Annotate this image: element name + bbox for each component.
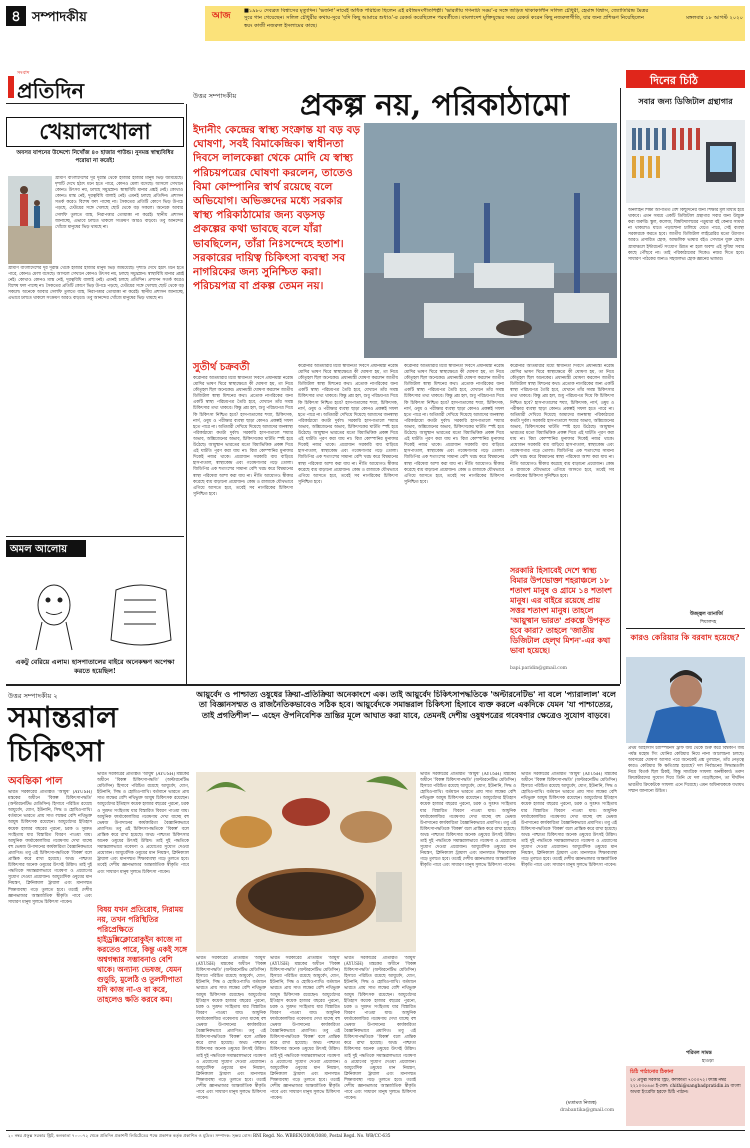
samantaral-body-col2: ভারত সরকারের প্রতিষ্ঠিত 'আয়ুষ' (AYUSH) মন্ত্রকের অধীনে 'বিকল্প চিকিৎসাপদ্ধতি' (অল্টারনেটিভ মেডিসিন) হিসাবে পরিচিত রয়েছে আয়ুর্বেদ, যোগ, ইউনানি, সিদ্ধ ও হোমিওপ্যাথি। বর্তমানে ভারতে প্রায় সাত লক্ষের বেশি নথিভুক্ত আয়ুষ চিকিৎসক রয়েছেন। আয়ুর্বেদের ইতিহাস কয়েক হাজার বছরের পুরনো, চরক ও সুশ্রুত সংহিতায় যার বিস্তারিত বিবরণ পাওয়া যায়। আধুনিক ফার্মাকোলজির গবেষণায় দেখা যাচ্ছে বহু ভেষজ উপাদানের কার্যকারিতা বৈজ্ঞানিকভাবে প্রমাণিত। তবু এই চিকিৎসাপদ্ধতিকে 'বিকল্প' বলে প্রান্তিক করে রাখা হয়েছে। অথচ পাশ্চাত্য চিকিৎসার অনেক ওষুধের উৎসই উদ্ভিদ। তাই দুই পদ্ধতিকে সমান্তরালভাবে গবেষণা ও প্রয়োগের সুযোগ দেওয়া প্রয়োজন। আয়ুর্বেদিক ওষুধের মান নিয়ন্ত্রণ, ক্লিনিক্যাল ট্রায়াল এবং মানসম্মত শিক্ষাব্যবস্থা গড়ে তুলতে হবে। তবেই দেশীয় জ্ঞানভান্ডার আন্তর্জাতিক স্বীকৃতি পাবে এবং সাধারণ মানুষ সুলভে চিকিৎসা পাবেন।: [97, 772, 189, 875]
samantaral-body-col1: ভারত সরকারের প্রতিষ্ঠিত 'আয়ুষ' (AYUSH) মন্ত্রকের অধীনে 'বিকল্প চিকিৎসাপদ্ধতি' (অল্টারনেটিভ মেডিসিন) হিসাবে পরিচিত রয়েছে আয়ুর্বেদ, যোগ, ইউনানি, সিদ্ধ ও হোমিওপ্যাথি। বর্তমানে ভারতে প্রায় সাত লক্ষের বেশি নথিভুক্ত আয়ুষ চিকিৎসক রয়েছেন। আয়ুর্বেদের ইতিহাস কয়েক হাজার বছরের পুরনো, চরক ও সুশ্রুত সংহিতায় যার বিস্তারিত বিবরণ পাওয়া যায়। আধুনিক ফার্মাকোলজির গবেষণায় দেখা যাচ্ছে বহু ভেষজ উপাদানের কার্যকারিতা বৈজ্ঞানিকভাবে প্রমাণিত। তবু এই চিকিৎসাপদ্ধতিকে 'বিকল্প' বলে প্রান্তিক করে রাখা হয়েছে। অথচ পাশ্চাত্য চিকিৎসার অনেক ওষুধের উৎসই উদ্ভিদ। তাই দুই পদ্ধতিকে সমান্তরালভাবে গবেষণা ও প্রয়োগের সুযোগ দেওয়া প্রয়োজন। আয়ুর্বেদিক ওষুধের মান নিয়ন্ত্রণ, ক্লিনিক্যাল ট্রায়াল এবং মানসম্মত শিক্ষাব্যবস্থা গড়ে তুলতে হবে। তবেই দেশীয় জ্ঞানভান্ডার আন্তর্জাতিক স্বীকৃতি পাবে এবং সাধারণ মানুষ সুলভে চিকিৎসা পাবেন।: [8, 790, 92, 905]
samantaral-signature: (মতামত নিজস্ব): [566, 1101, 597, 1106]
main-byline: সুতীর্থ চক্রবর্তী: [193, 362, 250, 373]
today-label: আজ: [212, 11, 231, 21]
samantaral-body-col5: ভারত সরকারের প্রতিষ্ঠিত 'আয়ুষ' (AYUSH) মন্ত্রকের অধীনে 'বিকল্প চিকিৎসাপদ্ধতি' (অল্টারনেটিভ মেডিসিন) হিসাবে পরিচিত রয়েছে আয়ুর্বেদ, যোগ, ইউনানি, সিদ্ধ ও হোমিওপ্যাথি। বর্তমানে ভারতে প্রায় সাত লক্ষের বেশি নথিভুক্ত আয়ুষ চিকিৎসক রয়েছেন। আয়ুর্বেদের ইতিহাস কয়েক হাজার বছরের পুরনো, চরক ও সুশ্রুত সংহিতায় যার বিস্তারিত বিবরণ পাওয়া যায়। আধুনিক ফার্মাকোলজির গবেষণায় দেখা যাচ্ছে বহু ভেষজ উপাদানের কার্যকারিতা বৈজ্ঞানিকভাবে প্রমাণিত। তবু এই চিকিৎসাপদ্ধতিকে 'বিকল্প' বলে প্রান্তিক করে রাখা হয়েছে। অথচ পাশ্চাত্য চিকিৎসার অনেক ওষুধের উৎসই উদ্ভিদ। তাই দুই পদ্ধতিকে সমান্তরালভাবে গবেষণা ও প্রয়োগের সুযোগ দেওয়া প্রয়োজন। আয়ুর্বেদিক ওষুধের মান নিয়ন্ত্রণ, ক্লিনিক্যাল ট্রায়াল এবং মানসম্মত শিক্ষাব্যবস্থা গড়ে তুলতে হবে। তবেই দেশীয় জ্ঞানভান্ডার আন্তর্জাতিক স্বীকৃতি পাবে এবং সাধারণ মানুষ সুলভে চিকিৎসা পাবেন।: [344, 956, 416, 1102]
main-email: bapi.paridin@gmail.com: [510, 666, 567, 671]
main-body-col4: করোনার অতিমারীর মধ্যে স্বাধীনতা দিবসে প্রধানমন্ত্রী নরেন্দ্র মোদির ভাষণ ঘিরে স্বাস্থ্যক্ষেত্রে কী ঘোষণা হয়, তা নিয়ে কৌতূহল ছিল অনেকের। প্রধানমন্ত্রী ঘোষণা করলেন জাতীয় ডিজিটাল স্বাস্থ্য মিশনের কথা। প্রত্যেক নাগরিকের জন্য একটি স্বাস্থ্য পরিচয়পত্র তৈরি হবে, যেখানে তাঁর সমস্ত চিকিৎসার তথ্য থাকবে। কিন্তু প্রশ্ন হল, শুধু পরিচয়পত্র দিয়ে কি চিকিৎসা নিশ্চিত হবে? হাসপাতালের শয্যা, চিকিৎসক, নার্স, ওষুধ ও পরীক্ষার ব্যবস্থা ছাড়া কোনও প্রকল্পই সফল হতে পারে না। অতিমারী দেখিয়ে দিয়েছে আমাদের জনস্বাস্থ্য পরিকাঠামো কতটা দুর্বল। সরকারি হাসপাতালে শয্যার অভাব, অক্সিজেনের অভাব, চিকিৎসকের ঘাটতি স্পষ্ট হয়ে উঠেছে। আয়ুষ্মান ভারতের মতো বিমাভিত্তিক প্রকল্প দিয়ে এই ঘাটতি পূরণ করা যায় না। বিমা কোম্পানির মুনাফার দিকেই নজর থাকে। প্রয়োজন সরকারি ব্যয় বাড়িয়ে হাসপাতাল, স্বাস্থ্যকেন্দ্র এবং গবেষণাগার গড়ে তোলা। জিডিপির এক শতাংশের সামান্য বেশি খরচ করে বিশ্বমানের স্বাস্থ্য পরিষেবা আশা করা যায় না। নীতি আয়োগও স্বীকার করেছে ব্যয় বাড়ানো প্রয়োজন। কেন্দ্র ও রাজ্যকে যৌথভাবে এগিয়ে আসতে হবে, তবেই সব নাগরিকের চিকিৎসা সুনিশ্চিত হবে।: [510, 364, 614, 479]
samantaral-body-col6: ভারত সরকারের প্রতিষ্ঠিত 'আয়ুষ' (AYUSH) মন্ত্রকের অধীনে 'বিকল্প চিকিৎসাপদ্ধতি' (অল্টারনেটিভ মেডিসিন) হিসাবে পরিচিত রয়েছে আয়ুর্বেদ, যোগ, ইউনানি, সিদ্ধ ও হোমিওপ্যাথি। বর্তমানে ভারতে প্রায় সাত লক্ষের বেশি নথিভুক্ত আয়ুষ চিকিৎসক রয়েছেন। আয়ুর্বেদের ইতিহাস কয়েক হাজার বছরের পুরনো, চরক ও সুশ্রুত সংহিতায় যার বিস্তারিত বিবরণ পাওয়া যায়। আধুনিক ফার্মাকোলজির গবেষণায় দেখা যাচ্ছে বহু ভেষজ উপাদানের কার্যকারিতা বৈজ্ঞানিকভাবে প্রমাণিত। তবু এই চিকিৎসাপদ্ধতিকে 'বিকল্প' বলে প্রান্তিক করে রাখা হয়েছে। অথচ পাশ্চাত্য চিকিৎসার অনেক ওষুধের উৎসই উদ্ভিদ। তাই দুই পদ্ধতিকে সমান্তরালভাবে গবেষণা ও প্রয়োগের সুযোগ দেওয়া প্রয়োজন। আয়ুর্বেদিক ওষুধের মান নিয়ন্ত্রণ, ক্লিনিক্যাল ট্রায়াল এবং মানসম্মত শিক্ষাব্যবস্থা গড়ে তুলতে হবে। তবেই দেশীয় জ্ঞানভান্ডার আন্তর্জাতিক স্বীকৃতি পাবে এবং সাধারণ মানুষ সুলভে চিকিৎসা পাবেন।: [420, 772, 516, 869]
samantaral-label: উত্তর সম্পাদকীয় ২: [8, 692, 58, 700]
beach-photo: [8, 176, 52, 264]
samantaral-body-col4: ভারত সরকারের প্রতিষ্ঠিত 'আয়ুষ' (AYUSH) মন্ত্রকের অধীনে 'বিকল্প চিকিৎসাপদ্ধতি' (অল্টারনেটিভ মেডিসিন) হিসাবে পরিচিত রয়েছে আয়ুর্বেদ, যোগ, ইউনানি, সিদ্ধ ও হোমিওপ্যাথি। বর্তমানে ভারতে প্রায় সাত লক্ষের বেশি নথিভুক্ত আয়ুষ চিকিৎসক রয়েছেন। আয়ুর্বেদের ইতিহাস কয়েক হাজার বছরের পুরনো, চরক ও সুশ্রুত সংহিতায় যার বিস্তারিত বিবরণ পাওয়া যায়। আধুনিক ফার্মাকোলজির গবেষণায় দেখা যাচ্ছে বহু ভেষজ উপাদানের কার্যকারিতা বৈজ্ঞানিকভাবে প্রমাণিত। তবু এই চিকিৎসাপদ্ধতিকে 'বিকল্প' বলে প্রান্তিক করে রাখা হয়েছে। অথচ পাশ্চাত্য চিকিৎসার অনেক ওষুধের উৎসই উদ্ভিদ। তাই দুই পদ্ধতিকে সমান্তরালভাবে গবেষণা ও প্রয়োগের সুযোগ দেওয়া প্রয়োজন। আয়ুর্বেদিক ওষুধের মান নিয়ন্ত্রণ, ক্লিনিক্যাল ট্রায়াল এবং মানসম্মত শিক্ষাব্যবস্থা গড়ে তুলতে হবে। তবেই দেশীয় জ্ঞানভান্ডার আন্তর্জাতিক স্বীকৃতি পাবে এবং সাধারণ মানুষ সুলভে চিকিৎসা পাবেন।: [270, 956, 340, 1102]
today-text: ■১৯৮০ দেবব্রত বিশ্বাসের মৃত্যুদিন। 'ভর্জনা' নামেই অধিক পরিচিত ছিলেন এই রবীন্দ্রসংগীতশিল্পী। 'ভারতীয় গণনাট্য সঙ্ঘ'-র সঙ্গে জড়িত থাকাকালীন সলিল চৌধুরী, হেমাঙ্গ বিশ্বাস, জ্যোতিরিন্দ্র মৈত্রর সুরে গান গেয়েছেন। সলিল চৌধুরীর কথায়-সুরে 'যদি কিছু আমারে শুধাও'-র রেকর্ড করেছিলেন পরবর্তীতে। বাংলাদেশ মুক্তিযুদ্ধের সময় রেকর্ড করেন কিছু নজরুলগীতি, যার জন্য প্রশিক্ষণ নিয়েছিলেন স্বয়ং কাজী নজরুল ইসলামের কাছে।: [244, 8, 649, 29]
library-photo: [626, 120, 745, 203]
footer-imprint: ২০ নম্বর প্রফুল্ল সরকার স্ট্রিট, কলকাতা ৭০০০৭২ থেকে প্রতিদিন প্রকাশনী লিমিটেডের পক্ষে প্রকাশক কর্তৃক প্রকাশিত ও মুদ্রিত। সম্পাদক: সৃঞ্জয় বোস। RNI Regd. No. WBBEN/2000/3080, Postal Regd. No. WB/CC-635: [8, 1133, 391, 1138]
samantaral-body-col3: ভারত সরকারের প্রতিষ্ঠিত 'আয়ুষ' (AYUSH) মন্ত্রকের অধীনে 'বিকল্প চিকিৎসাপদ্ধতি' (অল্টারনেটিভ মেডিসিন) হিসাবে পরিচিত রয়েছে আয়ুর্বেদ, যোগ, ইউনানি, সিদ্ধ ও হোমিওপ্যাথি। বর্তমানে ভারতে প্রায় সাত লক্ষের বেশি নথিভুক্ত আয়ুষ চিকিৎসক রয়েছেন। আয়ুর্বেদের ইতিহাস কয়েক হাজার বছরের পুরনো, চরক ও সুশ্রুত সংহিতায় যার বিস্তারিত বিবরণ পাওয়া যায়। আধুনিক ফার্মাকোলজির গবেষণায় দেখা যাচ্ছে বহু ভেষজ উপাদানের কার্যকারিতা বৈজ্ঞানিকভাবে প্রমাণিত। তবু এই চিকিৎসাপদ্ধতিকে 'বিকল্প' বলে প্রান্তিক করে রাখা হয়েছে। অথচ পাশ্চাত্য চিকিৎসার অনেক ওষুধের উৎসই উদ্ভিদ। তাই দুই পদ্ধতিকে সমান্তরালভাবে গবেষণা ও প্রয়োগের সুযোগ দেওয়া প্রয়োজন। আয়ুর্বেদিক ওষুধের মান নিয়ন্ত্রণ, ক্লিনিক্যাল ট্রায়াল এবং মানসম্মত শিক্ষাব্যবস্থা গড়ে তুলতে হবে। তবেই দেশীয় জ্ঞানভান্ডার আন্তর্জাতিক স্বীকৃতি পাবে এবং সাধারণ মানুষ সুলভে চিকিৎসা পাবেন।: [196, 956, 266, 1102]
cartoon-caption: একটু বেরিয়ে এলাম। হাসপাতালের বাইরে অনেকক্ষণ অপেক্ষা করতে হয়েছিল!: [15, 658, 175, 675]
kheyal-body: গ্রামীণ বাংলাদেশের দূর দূরান্ত থেকে হাজার হাজার মানুষ ভিড় জমিয়েছে। দৃশ্যটি দেখে হঠাৎ মনে হতে পারে, কোনও মেলা বসেছে। আসলে সেখানে কোনও উৎসব নয়, চলছে সমুদ্রস্নান। স্বাস্থ্যবিধি মানার প্রশ্নই নেই। কোথাও কোনও মাস্ক নেই, দূরত্ববিধি বালাই নেই। এমনই চলছে প্রতিদিন। প্রশাসন সতর্ক করেও বিশেষ ফল পাচ্ছে না। সৈকতের প্রতিটি কোণে ভিড় উপচে পড়ছে, ঢেউয়ের সঙ্গে খেলছে ছোট থেকে বড় সকলে। অনেকে আবার সেলফি তুলতে ব্যস্ত, নিরাপত্তার তোয়াক্কা না করেই। স্থানীয় প্রশাসন জানাচ্ছে, এভাবে চলতে থাকলে সংক্রমণ আরও বাড়বে। তবু আনন্দের খোঁজে মানুষের ভিড় থামছে না।: [55, 176, 183, 230]
samantaral-body-col7: ভারত সরকারের প্রতিষ্ঠিত 'আয়ুষ' (AYUSH) মন্ত্রকের অধীনে 'বিকল্প চিকিৎসাপদ্ধতি' (অল্টারনেটিভ মেডিসিন) হিসাবে পরিচিত রয়েছে আয়ুর্বেদ, যোগ, ইউনানি, সিদ্ধ ও হোমিওপ্যাথি। বর্তমানে ভারতে প্রায় সাত লক্ষের বেশি নথিভুক্ত আয়ুষ চিকিৎসক রয়েছেন। আয়ুর্বেদের ইতিহাস কয়েক হাজার বছরের পুরনো, চরক ও সুশ্রুত সংহিতায় যার বিস্তারিত বিবরণ পাওয়া যায়। আধুনিক ফার্মাকোলজির গবেষণায় দেখা যাচ্ছে বহু ভেষজ উপাদানের কার্যকারিতা বৈজ্ঞানিকভাবে প্রমাণিত। তবু এই চিকিৎসাপদ্ধতিকে 'বিকল্প' বলে প্রান্তিক করে রাখা হয়েছে। অথচ পাশ্চাত্য চিকিৎসার অনেক ওষুধের উৎসই উদ্ভিদ। তাই দুই পদ্ধতিকে সমান্তরালভাবে গবেষণা ও প্রয়োগের সুযোগ দেওয়া প্রয়োজন। আয়ুর্বেদিক ওষুধের মান নিয়ন্ত্রণ, ক্লিনিক্যাল ট্রায়াল এবং মানসম্মত শিক্ষাব্যবস্থা গড়ে তুলতে হবে। তবেই দেশীয় জ্ঞানভান্ডার আন্তর্জাতিক স্বীকৃতি পাবে এবং সাধারণ মানুষ সুলভে চিকিৎসা পাবেন।: [521, 772, 617, 869]
page-number-box: ৪: [6, 6, 26, 26]
samantaral-headline: সমান্তরাল চিকিৎসা: [8, 700, 118, 768]
cricket-photo: [626, 657, 745, 743]
main-body-col1: করোনার অতিমারীর মধ্যে স্বাধীনতা দিবসে প্রধানমন্ত্রী নরেন্দ্র মোদির ভাষণ ঘিরে স্বাস্থ্যক্ষেত্রে কী ঘোষণা হয়, তা নিয়ে কৌতূহল ছিল অনেকের। প্রধানমন্ত্রী ঘোষণা করলেন জাতীয় ডিজিটাল স্বাস্থ্য মিশনের কথা। প্রত্যেক নাগরিকের জন্য একটি স্বাস্থ্য পরিচয়পত্র তৈরি হবে, যেখানে তাঁর সমস্ত চিকিৎসার তথ্য থাকবে। কিন্তু প্রশ্ন হল, শুধু পরিচয়পত্র দিয়ে কি চিকিৎসা নিশ্চিত হবে? হাসপাতালের শয্যা, চিকিৎসক, নার্স, ওষুধ ও পরীক্ষার ব্যবস্থা ছাড়া কোনও প্রকল্পই সফল হতে পারে না। অতিমারী দেখিয়ে দিয়েছে আমাদের জনস্বাস্থ্য পরিকাঠামো কতটা দুর্বল। সরকারি হাসপাতালে শয্যার অভাব, অক্সিজেনের অভাব, চিকিৎসকের ঘাটতি স্পষ্ট হয়ে উঠেছে। আয়ুষ্মান ভারতের মতো বিমাভিত্তিক প্রকল্প দিয়ে এই ঘাটতি পূরণ করা যায় না। বিমা কোম্পানির মুনাফার দিকেই নজর থাকে। প্রয়োজন সরকারি ব্যয় বাড়িয়ে হাসপাতাল, স্বাস্থ্যকেন্দ্র এবং গবেষণাগার গড়ে তোলা। জিডিপির এক শতাংশের সামান্য বেশি খরচ করে বিশ্বমানের স্বাস্থ্য পরিষেবা আশা করা যায় না। নীতি আয়োগও স্বীকার করেছে ব্যয় বাড়ানো প্রয়োজন। কেন্দ্র ও রাজ্যকে যৌথভাবে এগিয়ে আসতে হবে, তবেই সব নাগরিকের চিকিৎসা সুনিশ্চিত হবে।: [193, 376, 293, 497]
cricket-title: কারও কেরিয়ার কি বরবাদ হয়েছে?: [630, 632, 740, 642]
samantaral-byline: অবন্তিকা পাল: [8, 776, 63, 787]
samantaral-email: drabantika@gmail.com: [560, 1108, 615, 1113]
issue-date: মঙ্গলবার ১৮ আগস্ট ২০২০: [686, 15, 743, 21]
section-name: সম্পাদকীয়: [32, 10, 87, 25]
letters-title: দিনের চিঠি: [650, 74, 698, 87]
main-body-col3: করোনার অতিমারীর মধ্যে স্বাধীনতা দিবসে প্রধানমন্ত্রী নরেন্দ্র মোদির ভাষণ ঘিরে স্বাস্থ্যক্ষেত্রে কী ঘোষণা হয়, তা নিয়ে কৌতূহল ছিল অনেকের। প্রধানমন্ত্রী ঘোষণা করলেন জাতীয় ডিজিটাল স্বাস্থ্য মিশনের কথা। প্রত্যেক নাগরিকের জন্য একটি স্বাস্থ্য পরিচয়পত্র তৈরি হবে, যেখানে তাঁর সমস্ত চিকিৎসার তথ্য থাকবে। কিন্তু প্রশ্ন হল, শুধু পরিচয়পত্র দিয়ে কি চিকিৎসা নিশ্চিত হবে? হাসপাতালের শয্যা, চিকিৎসক, নার্স, ওষুধ ও পরীক্ষার ব্যবস্থা ছাড়া কোনও প্রকল্পই সফল হতে পারে না। অতিমারী দেখিয়ে দিয়েছে আমাদের জনস্বাস্থ্য পরিকাঠামো কতটা দুর্বল। সরকারি হাসপাতালে শয্যার অভাব, অক্সিজেনের অভাব, চিকিৎসকের ঘাটতি স্পষ্ট হয়ে উঠেছে। আয়ুষ্মান ভারতের মতো বিমাভিত্তিক প্রকল্প দিয়ে এই ঘাটতি পূরণ করা যায় না। বিমা কোম্পানির মুনাফার দিকেই নজর থাকে। প্রয়োজন সরকারি ব্যয় বাড়িয়ে হাসপাতাল, স্বাস্থ্যকেন্দ্র এবং গবেষণাগার গড়ে তোলা। জিডিপির এক শতাংশের সামান্য বেশি খরচ করে বিশ্বমানের স্বাস্থ্য পরিষেবা আশা করা যায় না। নীতি আয়োগও স্বীকার করেছে ব্যয় বাড়ানো প্রয়োজন। কেন্দ্র ও রাজ্যকে যৌথভাবে এগিয়ে আসতে হবে, তবেই সব নাগরিকের চিকিৎসা সুনিশ্চিত হবে।: [404, 364, 504, 485]
samantaral-standfirst: আয়ুর্বেদ ও পাশ্চাত্য ওষুধের ক্রিয়া-প্রতিক্রিয়া অনেকাংশে এক। তাই আয়ুর্বেদ চিকিৎসাপদ্ধতিকে 'অল্টারনেটিভ' না বলে 'প্যারালাল' বলে তা বিজ্ঞানসম্মত ও রাজনৈতিকভাবেও সঠিক হবে। আয়ুর্বেদকে সমান্তরাল চিকিৎসা হিসাবে ব্যক্ত করলে একদিকে যেমন 'যা পাশ্চাত্যের, তাই প্রগতিশীল'— এহেন ঔপনিবেশিক ভ্রান্তির মূলে আঘাত করা যাবে, তেমনই দেশীয় ওষুধপত্রের গবেষণার ক্ষেত্রেও সুযোগ বাড়বে।: [196, 690, 616, 720]
letters-signature: উজ্জ্বল ব্যানার্জি: [690, 611, 723, 617]
logo-sangbad: সংবাদ: [17, 70, 30, 76]
main-section-label: উত্তর সম্পাদকীয়: [193, 92, 237, 100]
main-headline: প্রকল্প নয়, পরিকাঠামো: [300, 88, 569, 123]
letters-body: অনলাইন শিক্ষা আপাতত বেশ কিছুদিনের জন্য শিক্ষার মূল মাধ্যম হয়ে থাকবে। এমন সময়ে একটি ডিজিটাল গ্রন্থাগার সবার জন্য উন্মুক্ত করা জরুরি। স্কুল, কলেজ, বিশ্ববিদ্যালয়ের পড়ুয়ারা বই কেনার সামর্থ্য না থাকলেও যাতে পড়াশোনা চালিয়ে যেতে পারে, সেই ব্যবস্থা সরকারকে করতে হবে। জাতীয় ডিজিটাল লাইব্রেরির মতো উদ্যোগ আরও প্রসারিত হোক, আঞ্চলিক ভাষার বইও সেখানে যুক্ত হোক। গ্রামাঞ্চলে ইন্টারনেট সংযোগ উন্নত না হলে অবশ্য এই সুবিধা সবার কাছে পৌঁছবে না। তাই পরিকাঠামোর দিকেও নজর দিতে হবে। সাধারণ পাঠকের জন্যও সহজলভ্য হোক জ্ঞানের ভান্ডার।: [628, 208, 744, 262]
main-callout: সরকারি হিসাবেই দেশে স্বাস্থ্য বিমার উপভোক্তা শহরাঞ্চলে ১৮ শতাংশ মানুষ ও গ্রামে ১৪ শতাংশ মানুষ। এর বাইরে রয়েছে প্রায় সত্তর শতাংশ মানুষ। তাহলে 'আয়ুষ্মান ভারত' প্রকল্পে উপকৃত হবে কারা? তাহলে 'জাতীয় ডিজিটাল হেল্থ মিশন'-এর কথা ভাবা হয়েছে।: [510, 566, 612, 655]
letters-footer-body: ২০ প্রফুল্ল সরকার স্ট্রিট, কলকাতা ৭০০০৭২। ফ্যাক্স নম্বর ২২১০৩৫৪৬। ই-মেল: chithi@sangbadpratidin.in বাংলা অথবা ইংরেজি হরফে চিঠি পাঠান।: [630, 1078, 741, 1095]
kheyal-body-continued: গ্রামীণ বাংলাদেশের দূর দূরান্ত থেকে হাজার হাজার মানুষ ভিড় জমিয়েছে। দৃশ্যটি দেখে হঠাৎ মনে হতে পারে, কোনও মেলা বসেছে। আসলে সেখানে কোনও উৎসব নয়, চলছে সমুদ্রস্নান। স্বাস্থ্যবিধি মানার প্রশ্নই নেই। কোথাও কোনও মাস্ক নেই, দূরত্ববিধি বালাই নেই। এমনই চলছে প্রতিদিন। প্রশাসন সতর্ক করেও বিশেষ ফল পাচ্ছে না। সৈকতের প্রতিটি কোণে ভিড় উপচে পড়ছে, ঢেউয়ের সঙ্গে খেলছে ছোট থেকে বড় সকলে। অনেকে আবার সেলফি তুলতে ব্যস্ত, নিরাপত্তার তোয়াক্কা না করেই। স্থানীয় প্রশাসন জানাচ্ছে, এভাবে চলতে থাকলে সংক্রমণ আরও বাড়বে। তবু আনন্দের খোঁজে মানুষের ভিড় থামছে না।: [8, 266, 184, 302]
main-body-col2: করোনার অতিমারীর মধ্যে স্বাধীনতা দিবসে প্রধানমন্ত্রী নরেন্দ্র মোদির ভাষণ ঘিরে স্বাস্থ্যক্ষেত্রে কী ঘোষণা হয়, তা নিয়ে কৌতূহল ছিল অনেকের। প্রধানমন্ত্রী ঘোষণা করলেন জাতীয় ডিজিটাল স্বাস্থ্য মিশনের কথা। প্রত্যেক নাগরিকের জন্য একটি স্বাস্থ্য পরিচয়পত্র তৈরি হবে, যেখানে তাঁর সমস্ত চিকিৎসার তথ্য থাকবে। কিন্তু প্রশ্ন হল, শুধু পরিচয়পত্র দিয়ে কি চিকিৎসা নিশ্চিত হবে? হাসপাতালের শয্যা, চিকিৎসক, নার্স, ওষুধ ও পরীক্ষার ব্যবস্থা ছাড়া কোনও প্রকল্পই সফল হতে পারে না। অতিমারী দেখিয়ে দিয়েছে আমাদের জনস্বাস্থ্য পরিকাঠামো কতটা দুর্বল। সরকারি হাসপাতালে শয্যার অভাব, অক্সিজেনের অভাব, চিকিৎসকের ঘাটতি স্পষ্ট হয়ে উঠেছে। আয়ুষ্মান ভারতের মতো বিমাভিত্তিক প্রকল্প দিয়ে এই ঘাটতি পূরণ করা যায় না। বিমা কোম্পানির মুনাফার দিকেই নজর থাকে। প্রয়োজন সরকারি ব্যয় বাড়িয়ে হাসপাতাল, স্বাস্থ্যকেন্দ্র এবং গবেষণাগার গড়ে তোলা। জিডিপির এক শতাংশের সামান্য বেশি খরচ করে বিশ্বমানের স্বাস্থ্য পরিষেবা আশা করা যায় না। নীতি আয়োগও স্বীকার করেছে ব্যয় বাড়ানো প্রয়োজন। কেন্দ্র ও রাজ্যকে যৌথভাবে এগিয়ে আসতে হবে, তবেই সব নাগরিকের চিকিৎসা সুনিশ্চিত হবে।: [298, 364, 398, 485]
kheyal-title: খেয়ালখোলা: [39, 119, 151, 145]
cricket-place: হাওড়া: [702, 1059, 714, 1064]
main-pull-quote: ইদানীং কেন্দ্রের স্বাস্থ্য সংক্রান্ত যা বড় বড় ঘোষণা, সবই বিমাকেন্দ্রিক। স্বাধীনতা দিবসে লালকেল্লা থেকে মোদি যে স্বাস্থ্য পরিচয়পত্রের ঘোষণা করলেন, তাতেও বিমা কোম্পানির স্বার্থ রয়েছে বলে অভিযোগ। অভিজ্ঞদের মধ্যে সরকার স্বাস্থ্য পরিকাঠামোর জন্য বড়সড় প্রকল্পের কথা ভাবছে বলে যাঁরা ভাবছিলেন, তাঁরা নিঃসন্দেহে হতাশ। সরকারের দায়িত্ব চিকিৎসা ব্যবস্থা সব নাগরিকের জন্য সুনিশ্চিত করা। পরিচয়পত্র বা প্রকল্প তেমন নয়।: [193, 124, 361, 293]
logo-name: প্রতিদিন: [17, 78, 85, 103]
cricket-signature: পরিমল সামন্ত: [686, 1050, 712, 1056]
samantaral-pull-quote: বিষয় যখন প্রতিরোধ, নিরাময় নয়, তখন পরিস্থিতির পরিপ্রেক্ষিতে হাইড্রক্সিক্লোরোকুইন কাজে না করতেও পারে, কিন্তু একই সঙ্গে অশ্বগন্ধার সম্ভাবনাও বেশি থাকে। অন্যান্য ভেষজ, যেমন গুড়ুচি, মুলেঠি ও তুলসীপাতা যদি কাজ না-ও বা করে, তাহলেও ক্ষতি করবে কম।: [97, 905, 188, 1004]
hospital-photo: [364, 123, 617, 358]
letters-footer-title: চিঠি পাঠানোর ঠিকানা: [630, 1069, 674, 1075]
letters-subtitle: সবার জন্য ডিজিটাল গ্রন্থাগার: [638, 96, 733, 106]
herbs-photo: [196, 772, 416, 952]
logo: [8, 70, 122, 103]
logo-bar: [8, 76, 14, 98]
amal-title: অমল আলোয়: [10, 544, 68, 555]
cricket-body: প্রথম আইসিসি চ্যাম্পিয়নস ট্রফি জয় থেকে শুরু করে বিশ্বকাপ জয় পর্যন্ত মহেন্দ্র সিং ধোনির কেরিয়ার নিয়ে নানা আলোচনা চলছে। অবসরের ঘোষণা আসার পরে অনেকেই প্রশ্ন তুলছেন, তাঁর নেতৃত্বে কারও কেরিয়ার কি ক্ষতিগ্রস্ত হয়েছে? দল নির্বাচনের সিদ্ধান্তগুলি নিয়ে বিতর্ক ছিল ঠিকই, কিন্তু সামগ্রিক সাফল্য অনস্বীকার্য। তরুণ ক্রিকেটারদের সুযোগ দিয়ে তিনি যে দল গড়েছিলেন, তা দীর্ঘদিন ভারতীয় ক্রিকেটকে সাফল্য এনে দিয়েছে। এমন অধিনায়ককে যথাযথ সম্মান জানানো উচিত।: [628, 746, 744, 794]
cartoon: [6, 560, 184, 655]
letters-place: শিয়ালদহ: [700, 620, 717, 625]
kheyal-lead: অবসর যাপনের উদ্দেশ্যে নিখোঁজ ৪০ হাজার পাউন্ড। নুনমন্ত্র স্বাস্থ্যবিধির পরোয়া না করেই!: [16, 150, 174, 164]
kheyal-title-box: [6, 117, 184, 147]
